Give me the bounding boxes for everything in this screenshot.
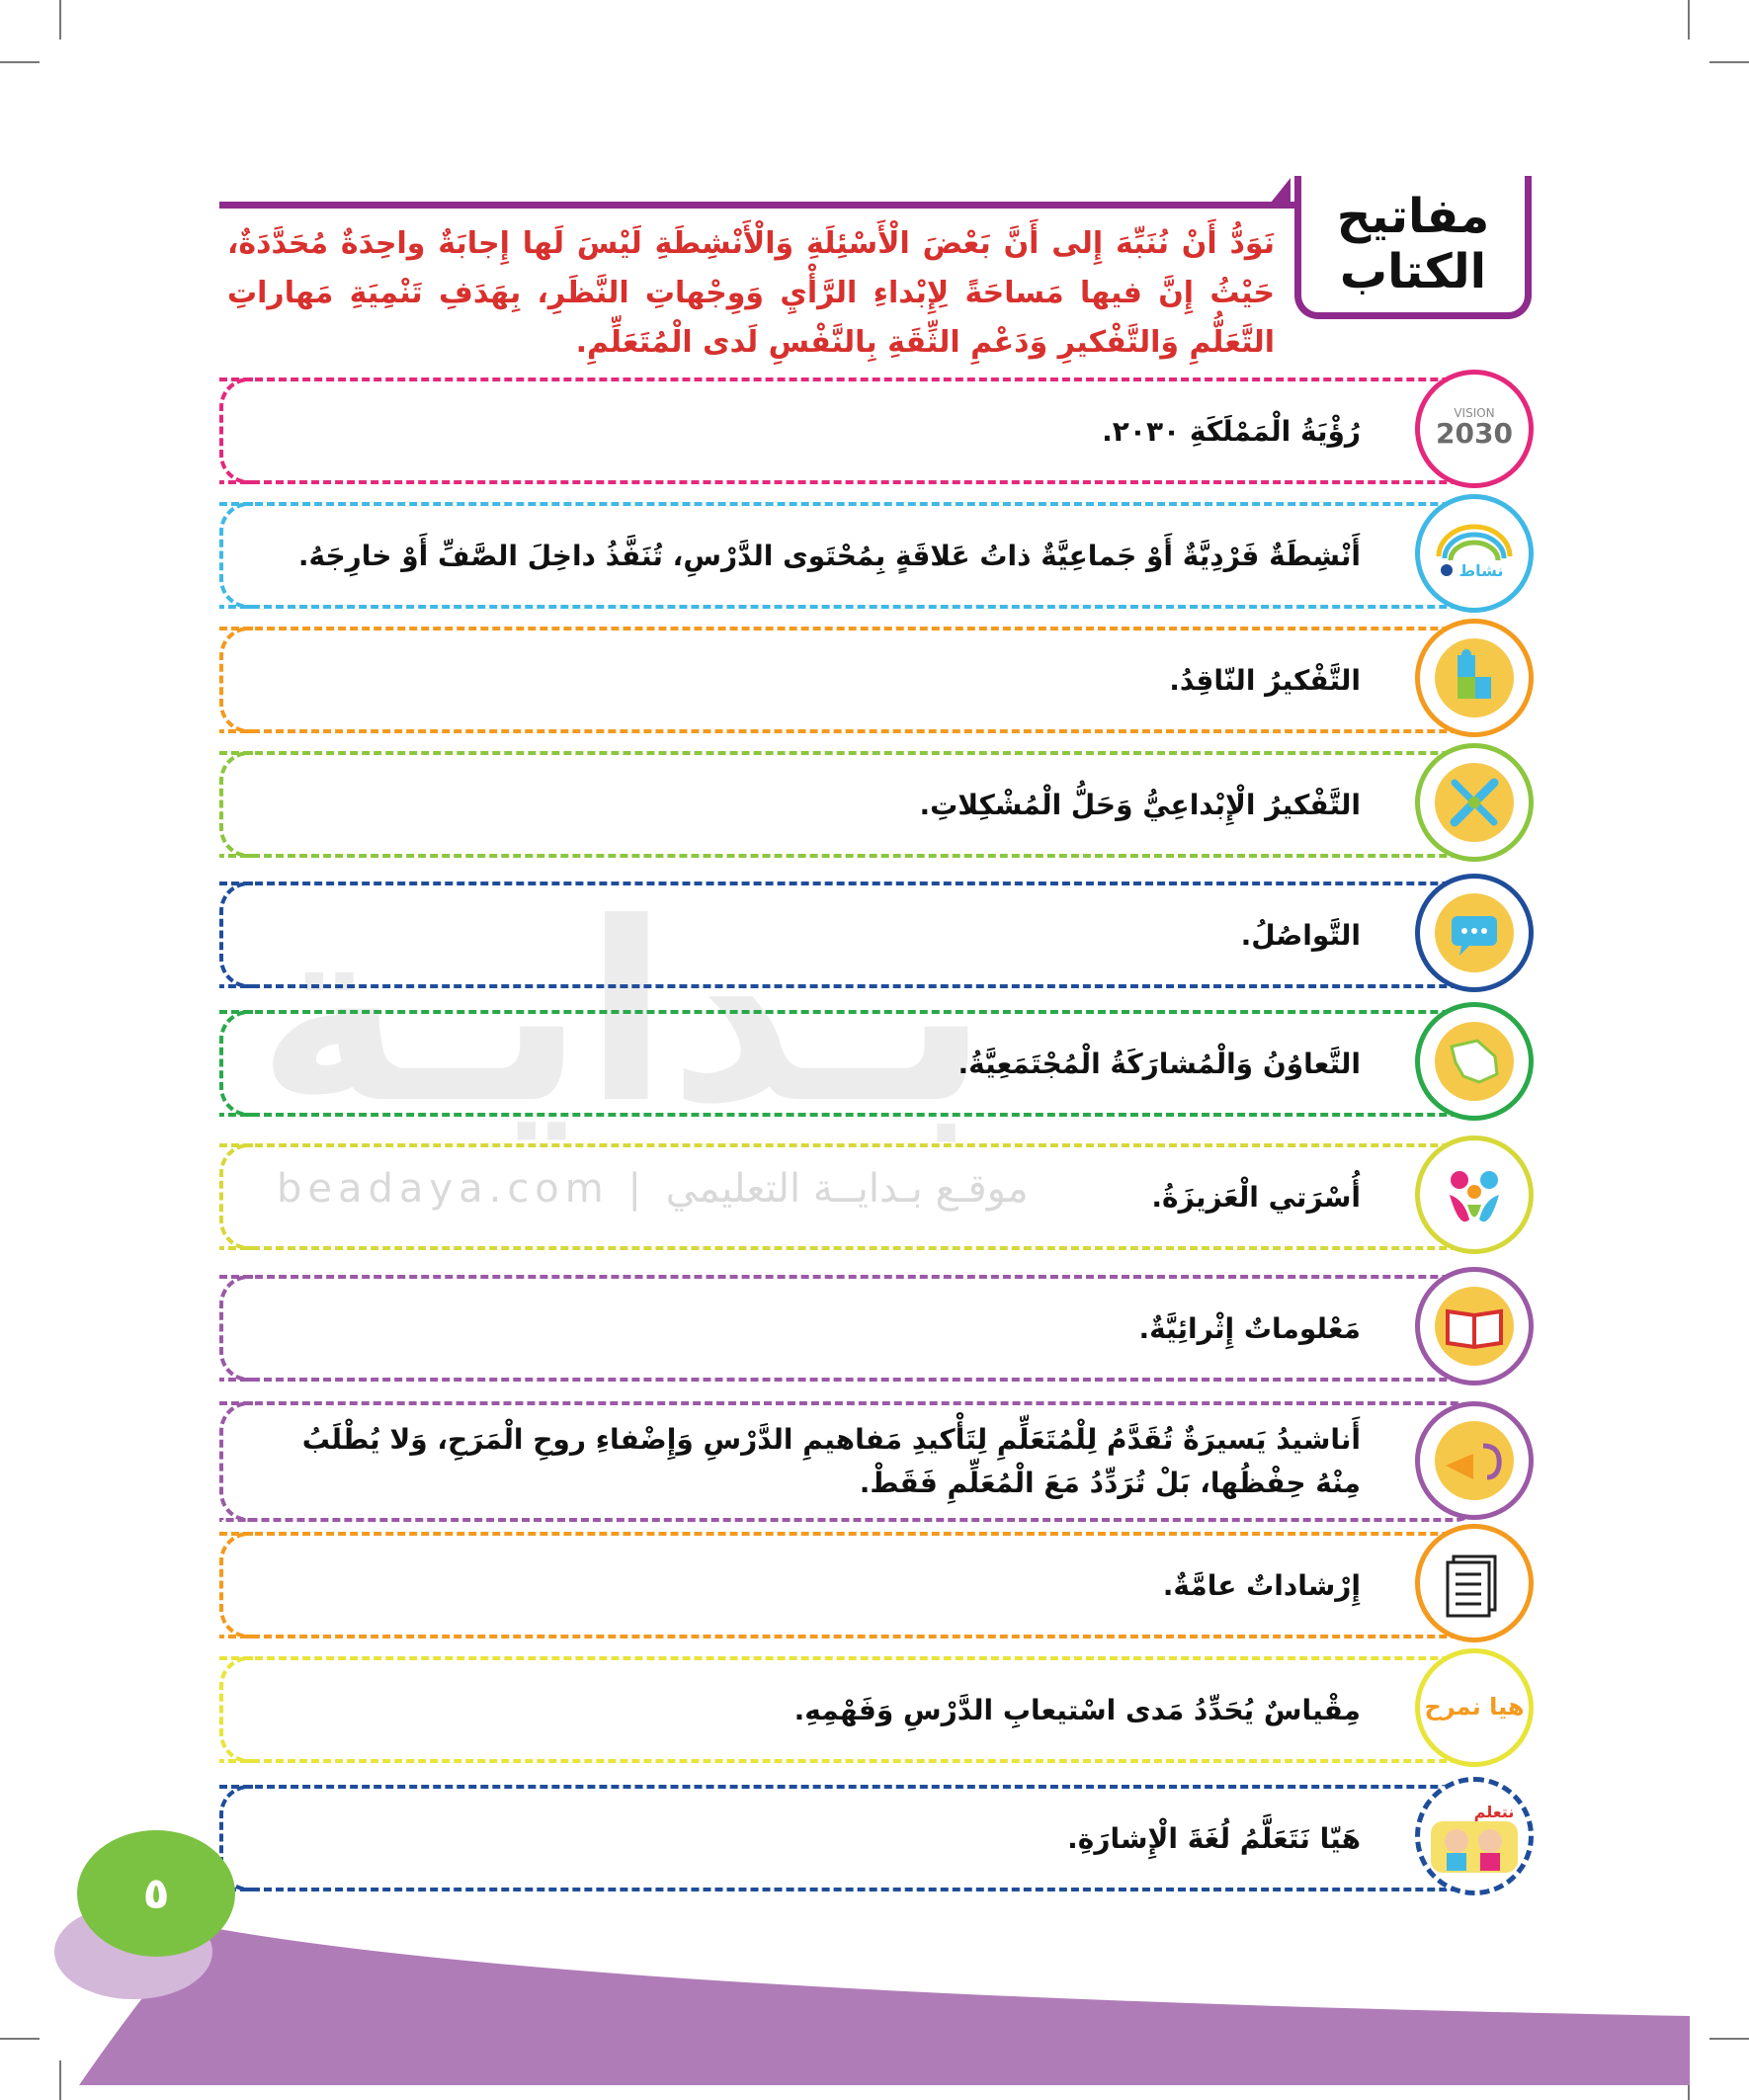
section-title-line2: الكتاب bbox=[1339, 244, 1487, 299]
item-text: مِقْياسٌ يُحَدِّدُ مَدى اسْتيعابِ الدَّرْسِ وَفَهْمِهِ. bbox=[793, 1693, 1361, 1726]
item-text: أَنْشِطَةٌ فَرْدِيَّةٌ أَوْ جَماعِيَّةٌ ذاتُ عَلاقَةٍ بِمُحْتَوى الدَّرْسِ، تُنَفَّذُ داخِلَ الصَّفِّ أَوْ خارِجَهُ. bbox=[297, 539, 1361, 572]
svg-text:هيا نمرح: هيا نمرح bbox=[1424, 1693, 1525, 1721]
section-title-line1: مفاتيح bbox=[1336, 189, 1490, 244]
page-number: ٥ bbox=[142, 1868, 170, 1919]
item-text: أُسْرَتي الْعَزيزَةُ. bbox=[1151, 1180, 1361, 1214]
intro-paragraph: نَوَدُّ أَنْ نُنَبِّهَ إِلى أَنَّ بَعْضَ الْأَسْئِلَةِ وَالْأَنْشِطَةِ لَيْسَ لَها إِجابَةٌ واحِدَةٌ مُحَدَّدَةٌ، حَيْثُ إِنَّ فيها مَساحَةً لِإِبْداءِ الرَّأْيِ وَوِجْهاتِ النَّظَرِ، بِهَدَفِ تَنْمِيَةِ مَهاراتِ التَّعَلُّمِ وَالتَّفْكيرِ وَدَعْمِ الثِّقَةِ بِالنَّفْسِ لَدى الْمُتَعَلِّمِ. bbox=[227, 226, 1275, 360]
page-number-badge bbox=[77, 1830, 235, 1957]
watermark-subtitle: beadaya.com | موقـع بـدايــة التعليمي bbox=[277, 1166, 1029, 1212]
item-text: رُؤْيَةُ الْمَمْلَكَةِ ٢٠٣٠. bbox=[1102, 414, 1361, 448]
item-text: هَيّا نَتَعَلَّمُ لُغَةَ الْإِشارَةِ. bbox=[1067, 1821, 1361, 1855]
svg-text:2030: 2030 bbox=[1436, 417, 1513, 450]
item-text: التَّعاوُنُ وَالْمُشارَكَةُ الْمُجْتَمَعِيَّةُ. bbox=[958, 1047, 1361, 1080]
item-text: التَّواصُلُ. bbox=[1240, 918, 1361, 952]
item-text: أَناشيدُ يَسيرَةٌ تُقَدَّمُ لِلْمُتَعَلِّمِ لِتَأْكيدِ مَفاهيمِ الدَّرْسِ وَإِضْفاءِ روحِ الْمَرَحِ، وَلا يُطْلَبُ مِنْهُ حِفْظُها، بَلْ تُرَدِّدُ مَعَ الْمُعَلِّمِ فَقَطْ. bbox=[301, 1423, 1361, 1499]
svg-text:نشاط: نشاط bbox=[1458, 561, 1504, 580]
item-text: التَّفْكيرُ الْإِبْداعِيُّ وَحَلُّ الْمُشْكِلاتِ. bbox=[919, 788, 1361, 821]
svg-text:نتعلم: نتعلم bbox=[1473, 1803, 1515, 1821]
svg-text:VISION: VISION bbox=[1454, 406, 1495, 420]
item-text: مَعْلوماتٌ إِثْرائِيَّةٌ. bbox=[1138, 1311, 1361, 1345]
item-text: التَّفْكيرُ النّاقِدُ. bbox=[1169, 663, 1361, 697]
item-text: إِرْشاداتٌ عامَّةٌ. bbox=[1162, 1568, 1361, 1602]
watermark: بـدايـة bbox=[257, 870, 989, 1157]
